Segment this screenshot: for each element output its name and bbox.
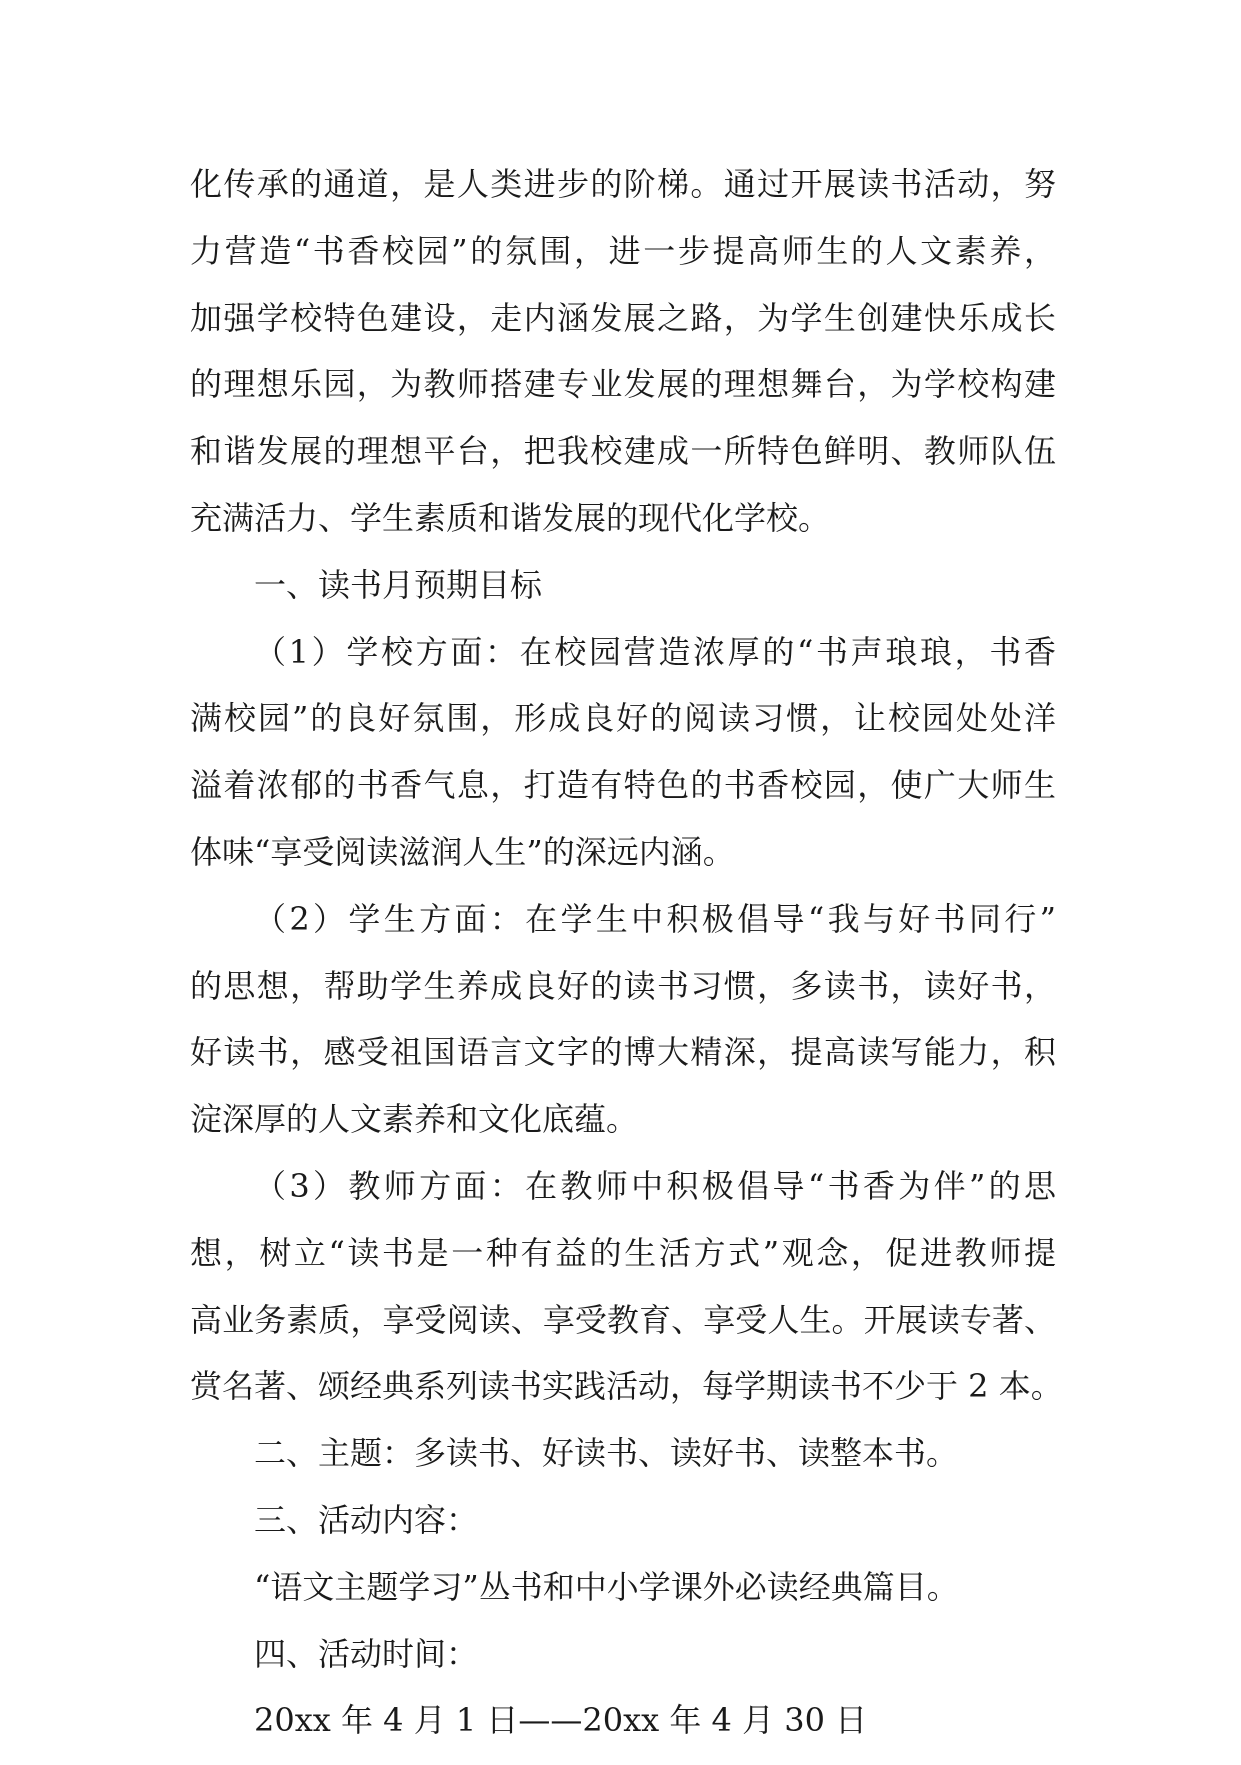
paragraph-first-line: （3）教师方面：在教师中积极倡导“书香为伴”的思 bbox=[254, 1166, 1056, 1205]
paragraph-line: 力营造“书香校园”的氛围，进一步提高师生的人文素养， bbox=[190, 231, 1056, 270]
document-body bbox=[190, 162, 1063, 1765]
paragraph-line: 赏名著、颂经典系列读书实践活动，每学期读书不少于 2 本。 bbox=[190, 1367, 1063, 1406]
paragraph-first-line: “语文主题学习”丛书和中小学课外必读经典篇目。 bbox=[254, 1567, 959, 1606]
paragraph-line: 的理想乐园，为教师搭建专业发展的理想舞台，为学校构建 bbox=[190, 365, 1056, 404]
paragraph-line: 体味“享受阅读滋润人生”的深远内涵。 bbox=[190, 832, 735, 871]
paragraph-line: 高业务素质，享受阅读、享受教育、享受人生。开展读专著、 bbox=[190, 1300, 1056, 1339]
paragraph-line: 淀深厚的人文素养和文化底蕴。 bbox=[190, 1100, 639, 1139]
paragraph-first-line: （1）学校方面：在校园营造浓厚的“书声琅琅，书香 bbox=[254, 632, 1056, 671]
paragraph-first-line: 二、主题：多读书、好读书、读好书、读整本书。 bbox=[254, 1434, 959, 1473]
paragraph-line: 溢着浓郁的书香气息，打造有特色的书香校园，使广大师生 bbox=[190, 766, 1056, 805]
paragraph-line: 想，树立“读书是一种有益的生活方式”观念，促进教师提 bbox=[190, 1233, 1056, 1272]
paragraph-first-line: 三、活动内容： bbox=[254, 1500, 479, 1539]
paragraph-line: 的思想，帮助学生养成良好的读书习惯，多读书，读好书， bbox=[190, 966, 1056, 1005]
paragraph-line: 好读书，感受祖国语言文字的博大精深，提高读写能力，积 bbox=[190, 1033, 1056, 1072]
paragraph-first-line: 20xx 年 4 月 1 日——20xx 年 4 月 30 日 bbox=[254, 1701, 868, 1740]
paragraph-line: 和谐发展的理想平台，把我校建成一所特色鲜明、教师队伍 bbox=[190, 432, 1056, 471]
paragraph-first-line: 四、活动时间： bbox=[254, 1634, 479, 1673]
paragraph-line: 满校园”的良好氛围，形成良好的阅读习惯，让校园处处洋 bbox=[190, 699, 1056, 738]
paragraph-first-line: 一、读书月预期目标 bbox=[254, 565, 543, 604]
paragraph-line: 加强学校特色建设，走内涵发展之路，为学生创建快乐成长 bbox=[190, 298, 1056, 337]
paragraph-first-line: （2）学生方面：在学生中积极倡导“我与好书同行” bbox=[254, 899, 1056, 938]
paragraph-line: 化传承的通道，是人类进步的阶梯。通过开展读书活动，努 bbox=[190, 165, 1056, 203]
paragraph-line: 充满活力、学生素质和谐发展的现代化学校。 bbox=[190, 498, 831, 537]
